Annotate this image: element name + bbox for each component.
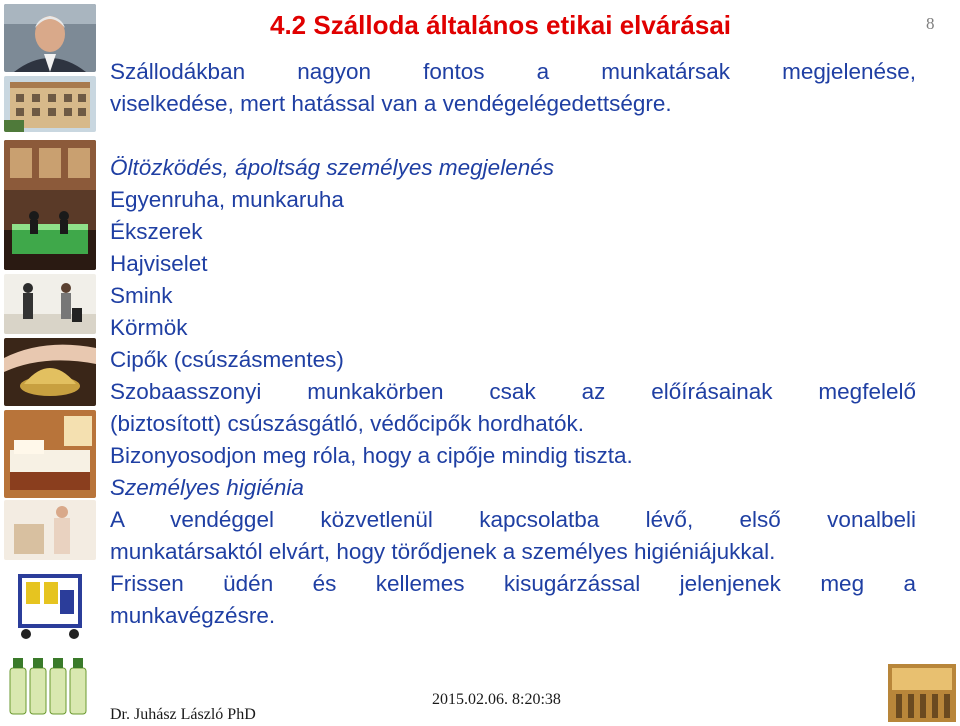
cleaning-products-photo bbox=[4, 652, 96, 718]
list-item: Hajviselet bbox=[110, 251, 208, 276]
spacer bbox=[110, 120, 916, 152]
footer-datetime: 2015.02.06. 8:20:38 bbox=[432, 691, 561, 708]
hygiene-line-2: munkatársaktól elvárt, hogy törődjenek a személyes higiéniájukkal. bbox=[110, 539, 776, 564]
hygiene-line-1: A vendéggel közvetlenül kapcsolatba lévő, első vonalbeli bbox=[110, 507, 916, 532]
hotel-reception-photo bbox=[4, 140, 96, 270]
maid-line-2: (biztosított) csúszásgátló, védőcipők hordhatók. bbox=[110, 411, 584, 436]
intro-line-1: Szállodákban nagyon fontos a munkatársak megjelenése, bbox=[110, 59, 916, 84]
list-item: Körmök bbox=[110, 315, 188, 340]
shoe-clean-line: Bizonyosodjon meg róla, hogy a cipője mindig tiszta. bbox=[110, 443, 633, 468]
section-heading-hygiene: Személyes higiénia bbox=[110, 475, 304, 500]
hygiene-line-3: Frissen üdén és kellemes kisugárzással jelenjenek meg a bbox=[110, 571, 916, 596]
hotel-room-photo bbox=[4, 410, 96, 498]
list-item: Cipők (csúszásmentes) bbox=[110, 347, 344, 372]
maid-line-1: Szobaasszonyi munkakörben csak az előírásainak megfelelő bbox=[110, 379, 916, 404]
reception-bell-photo bbox=[4, 338, 96, 406]
author-portrait bbox=[4, 4, 96, 72]
intro-line-2: viselkedése, mert hatással van a vendégelégedettségre. bbox=[110, 91, 672, 116]
list-item: Egyenruha, munkaruha bbox=[110, 187, 344, 212]
guests-with-luggage-photo bbox=[4, 274, 96, 334]
page-number: 8 bbox=[926, 14, 935, 33]
photo-strip bbox=[0, 0, 100, 726]
slide-body bbox=[110, 56, 916, 632]
hotel-lobby-corner-photo bbox=[888, 664, 956, 722]
list-item: Ékszerek bbox=[110, 219, 203, 244]
cleaning-trolley-photo bbox=[4, 562, 96, 644]
footer-author: Dr. Juhász László PhD bbox=[110, 706, 256, 723]
slide-title: 4.2 Szálloda általános etikai elvárásai bbox=[270, 10, 732, 40]
section-heading-appearance: Öltözködés, ápoltság személyes megjelenés bbox=[110, 155, 554, 180]
hotel-building-photo bbox=[4, 76, 96, 132]
housekeeper-photo bbox=[4, 500, 96, 560]
hygiene-line-4: munkavégzésre. bbox=[110, 603, 276, 628]
list-item: Smink bbox=[110, 283, 173, 308]
